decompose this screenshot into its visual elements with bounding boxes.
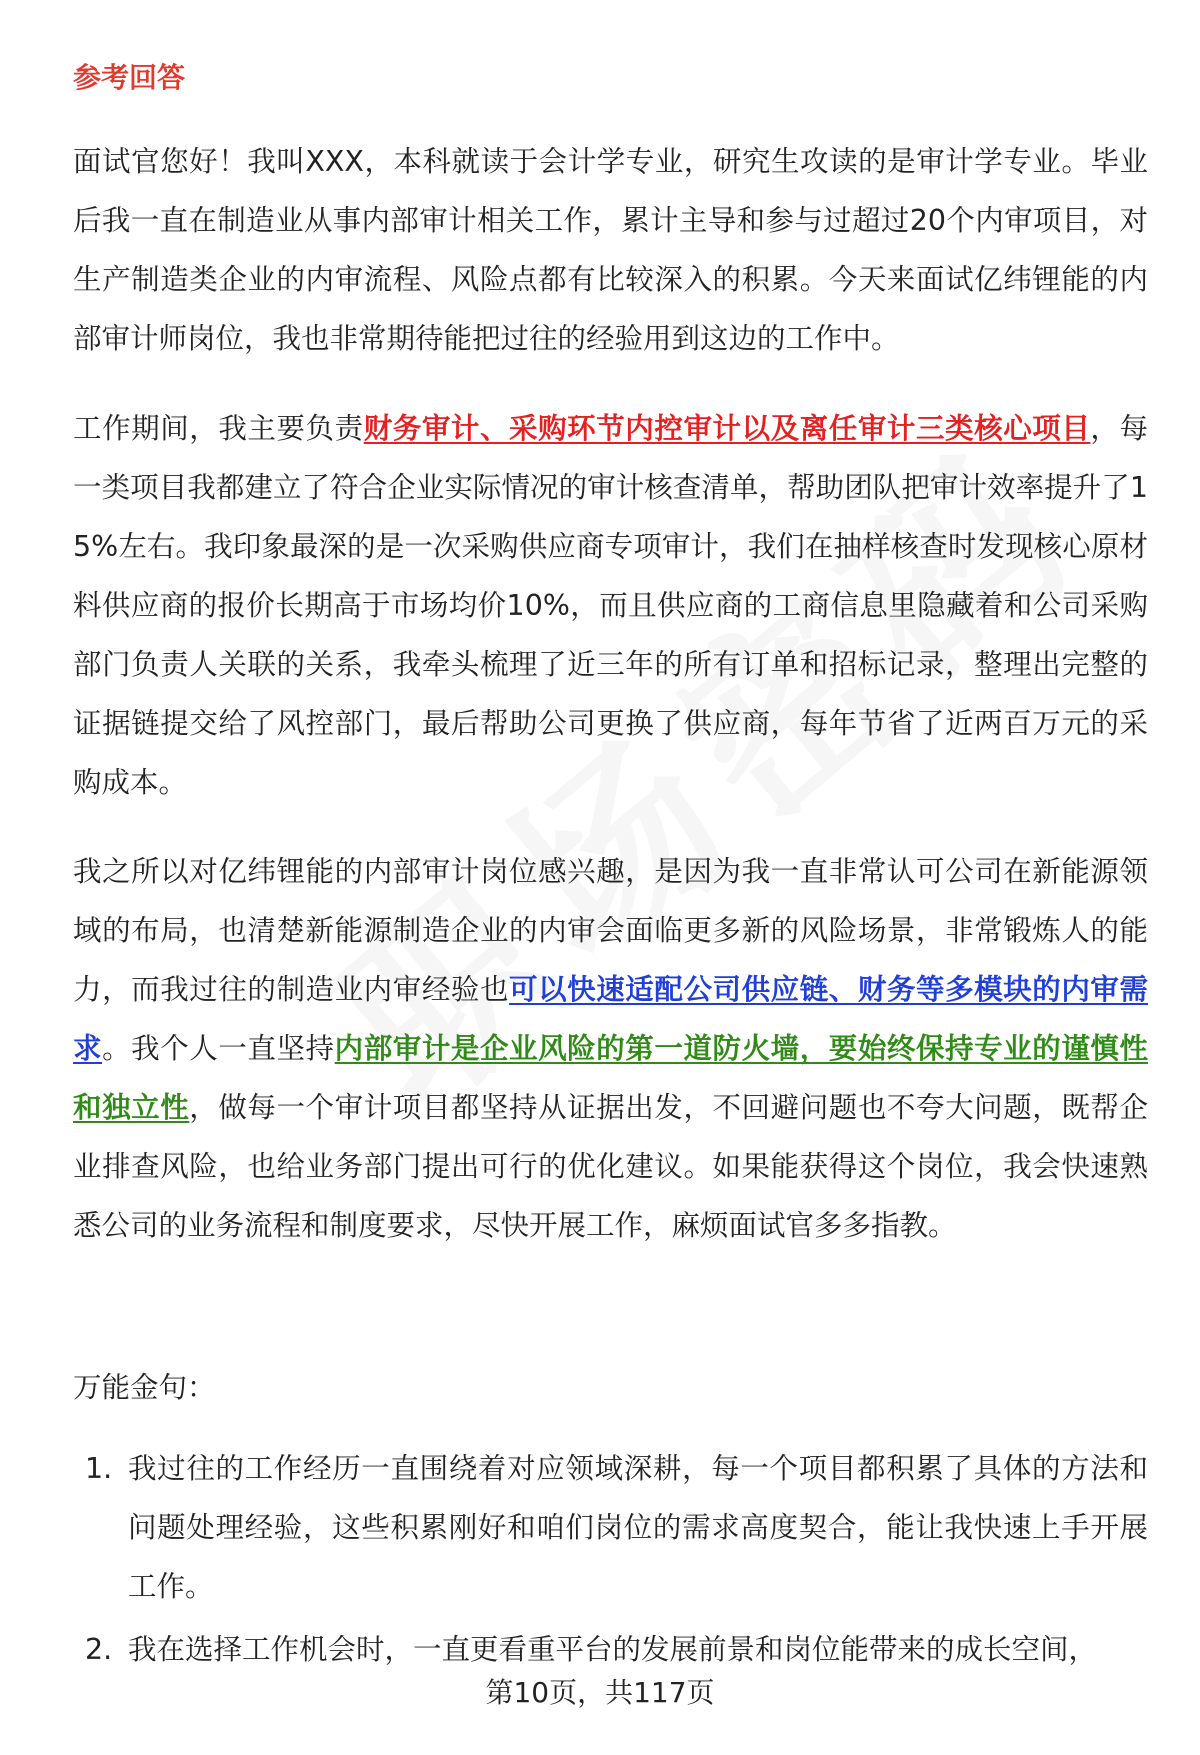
- list-item-number: 1.: [85, 1452, 113, 1485]
- paragraph-text: 。我个人一直坚持: [102, 1032, 335, 1065]
- paragraph-experience: [73, 399, 1148, 812]
- list-item: [73, 1439, 1148, 1616]
- highlight-principle: 内部审计是企业风险的第一道防火墙，要始终保持专业的谨慎性和独立性: [73, 1032, 1148, 1124]
- list-item-number: 2.: [85, 1633, 113, 1666]
- highlight-core-projects: 财务审计、采购环节内控审计以及离任审计三类核心项目: [363, 412, 1091, 445]
- paragraph-text: 工作期间，我主要负责: [73, 412, 364, 445]
- highlight-adaptability: 可以快速适配公司供应链、财务等多模块的内审需求: [73, 973, 1148, 1065]
- paragraph-text: ，做每一个审计项目都坚持从证据出发，不回避问题也不夸大问题，既帮企业排查风险，也给业务部门提出可行的优化建议。如果能获得这个岗位，我会快速熟悉公司的业务流程和制度要求，尽快开展工作，麻烦面试官多多指教。: [73, 1091, 1148, 1242]
- list-item: [73, 1620, 1148, 1679]
- golden-sentence-list: [73, 1439, 1148, 1683]
- list-item-text: 我在选择工作机会时，一直更看重平台的发展前景和岗位能带来的成长空间，: [128, 1633, 1098, 1666]
- list-item-text: 我过往的工作经历一直围绕着对应领域深耕，每一个项目都积累了具体的方法和问题处理经验，这些积累刚好和咱们岗位的需求高度契合，能让我快速上手开展工作。: [128, 1452, 1148, 1603]
- paragraph-text: ，每一类项目我都建立了符合企业实际情况的审计核查清单，帮助团队把审计效率提升了15%左右。我印象最深的是一次采购供应商专项审计，我们在抽样核查时发现核心原材料供应商的报价长期高于市场均价10%，而且供应商的工商信息里隐藏着和公司采购部门负责人关联的关系，我牵头梳理了近三年的所有订单和招标记录，整理出完整的证据链提交给了风控部门，最后帮助公司更换了供应商，每年节省了近两百万元的采购成本。: [73, 412, 1148, 799]
- subheading-golden-sentences: 万能金句：: [73, 1371, 216, 1404]
- paragraph-motivation: [73, 842, 1148, 1255]
- page-number-footer: 第10页，共117页: [485, 1676, 715, 1709]
- section-heading: 参考回答: [73, 61, 186, 94]
- paragraph-text: 我之所以对亿纬锂能的内部审计岗位感兴趣，是因为我一直非常认可公司在新能源领域的布局，也清楚新能源制造企业的内审会面临更多新的风险场景，非常锻炼人的能力，而我过往的制造业内审经验也: [73, 855, 1148, 1006]
- paragraph-intro: 面试官您好！我叫XXX，本科就读于会计学专业，研究生攻读的是审计学专业。毕业后我一直在制造业从事内部审计相关工作，累计主导和参与过超过20个内审项目，对生产制造类企业的内审流程、风险点都有比较深入的积累。今天来面试亿纬锂能的内部审计师岗位，我也非常期待能把过往的经验用到这边的工作中。: [73, 145, 1148, 355]
